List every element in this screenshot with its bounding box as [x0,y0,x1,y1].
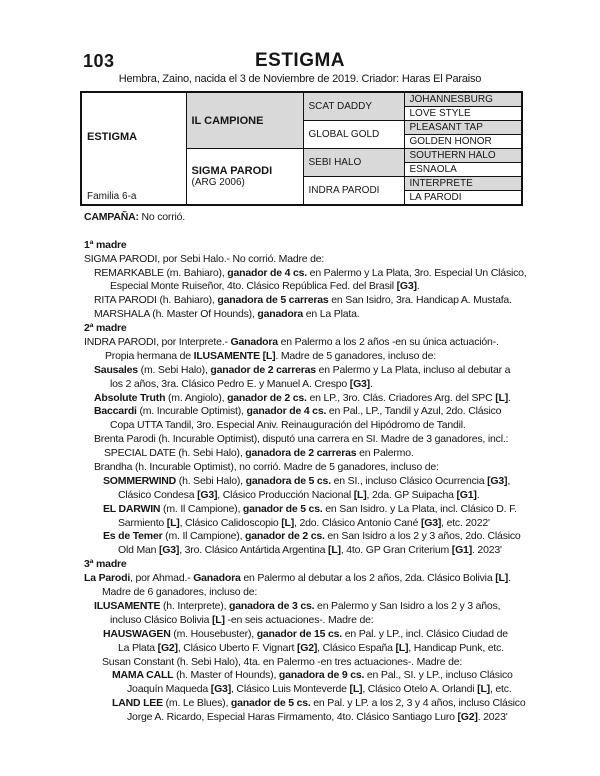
pedigree-sire-cell [186,92,303,149]
pedigree-gen4-cell: INTERPRETE [404,177,522,191]
body-line: REMARKABLE (m. Bahiaro), ganador de 4 cs. en Palermo y La Plata, 3ro. Especial Un Clásico, [94,266,527,279]
body-line: Es de Temer (m. Il Campione), ganador de 2 cs. en San Isidro a los 2 y 3 años, 2do. Clásico [103,530,521,543]
pedigree-gen3-cell: SCAT DADDY [303,92,404,121]
body-line: Madre de 6 ganadores, incluso de: [102,586,258,599]
body-line: INDRA PARODI, por Interprete.- Ganadora en Palermo a los 2 años -en su única actuación-. [84,336,499,349]
pedigree-subject-cell [81,92,186,205]
body-line: MARSHALA (h. Master Of Hounds), ganadora en La Plata. [94,308,360,321]
pedigree-gen4-cell: LA PARODI [404,191,522,206]
pedigree-gen4-cell: LOVE STYLE [404,107,522,121]
body-line: incluso Clásico Bolivia [L] -en seis actuaciones-. Madre de: [110,613,374,626]
body-line: Propia hermana de ILUSAMENTE [L]. Madre de 5 ganadores, incluso de: [105,349,436,362]
body-line: Joaquín Maqueda [G3], Clásico Luis Monteverde [L], Clásico Otelo A. Orlandi [L], etc. [127,683,512,696]
body-line: Baccardi (m. Incurable Optimist), ganador de 4 cs. en Pal., LP., Tandil y Azul, 2do. Clásico [94,405,502,418]
body-line: SPECIAL DATE (h. Sebi Halo), ganadora de 2 carreras en Palermo. [104,447,414,460]
lot-number: 103 [83,51,115,71]
pedigree-gen4-cell: SOUTHERN HALO [404,149,522,163]
body-line: 1ª madre [84,238,127,251]
body-line: Susan Constant (h. Sebi Halo), 4ta. en Palermo -en tres actuaciones-. Madre de: [102,655,463,668]
blank-line [84,225,596,239]
pedigree-gen3-cell: GLOBAL GOLD [303,121,404,149]
dam-origin-year: (ARG 2006) [191,176,245,188]
body-line: Sarmiento [L], Clásico Calidoscopio [L], 2do. Clásico Antonio Cané [G3], etc. 2022' [118,516,490,529]
body-line: LAND LEE (m. Le Blues), ganador de 5 cs. en Pal. y LP. a los 2, 3 y 4 años, incluso Clásico [112,697,526,710]
body-line: La Parodi, por Ahmad.- Ganadora en Palermo al debutar a los 2 años, 2da. Clásico Bolivia [L]. [84,572,511,585]
body-line: los 2 años, 3ra. Clásico Pedro E. y Manuel A. Crespo [G3]. [110,377,373,390]
body-line: Brenta Parodi (h. Incurable Optimist), disputó una carrera en SI. Madre de 3 ganadores, incl.: [94,433,509,446]
body-line: MAMA CALL (h. Master of Hounds), ganadora de 9 cs. en Pal., SI. y LP., incluso Clásico [112,669,513,682]
body-line: Sausales (m. Sebi Halo), ganador de 2 carreras en Palermo y La Plata, incluso al debutar a [94,363,511,376]
pedigree-gen4-cell: ESNAOLA [404,163,522,177]
body-line: ILUSAMENTE (h. Interprete), ganadora de 3 cs. en Palermo y San Isidro a los 2 y 3 años, [94,599,501,612]
body-line: HAUSWAGEN (m. Housebuster), ganador de 15 cs. en Pal. y LP., incl. Clásico Ciudad de [103,627,508,640]
body-line: Especial Monte Ruiseñor, 4to. Clásico República Fed. del Brasil [G3]. [110,280,420,293]
dam-name: SIGMA PARODI [191,164,273,177]
pedigree-gen3-cell: SEBI HALO [303,149,404,177]
body-line: SIGMA PARODI, por Sebi Halo.- No corrió. Madre de: [84,252,325,265]
body-line: EL DARWIN (m. Il Campione), ganador de 5 cs. en San Isidro. y La Plata, incl. Clásico D. F. [103,502,517,515]
body-line: CAMPAÑA: No corrió. [84,211,186,223]
page-title: ESTIGMA [254,50,346,71]
body-line: Clásico Condesa [G3], Clásico Producción Nacional [L], 2da. GP Suipacha [G1]. [118,488,480,501]
pedigree-gen4-cell: JOHANNESBURG [404,92,522,107]
body-line: La Plata [G2], Clásico Uberto F. Vignart [G2], Clásico España [L], Handicap Punk, etc. [118,641,504,654]
body-line: Brandha (h. Incurable Optimist), no corrió. Madre de 5 ganadores, incluso de: [94,461,439,474]
subject-name: ESTIGMA [87,131,138,143]
pedigree-notes [84,211,596,725]
horse-description: Hembra, Zaino, nacida el 3 de Noviembre de 2019. Criador: Haras El Paraiso [118,73,482,85]
pedigree-gen3-cell: INDRA PARODI [303,177,404,206]
body-line: SOMMERWIND (h. Sebi Halo), ganadora de 5 cs. en SI., incluso Clásico Ocurrencia [G3], [103,474,511,487]
pedigree-gen4-cell: PLEASANT TAP [404,121,522,135]
family-label: Familia 6-a [87,191,137,202]
body-line: 2ª madre [84,322,127,335]
pedigree-dam-cell [186,149,303,206]
pedigree-table [80,91,523,206]
body-line: Copa UTTA Tandil, 3ro. Especial Aniv. Reinauguración del Hipódromo de Tandil. [110,419,466,432]
body-line: Old Man [G3], 3ro. Clásico Antártida Argentina [L], 4to. GP Gran Criterium [G1]. 2023' [118,544,502,557]
pedigree-gen4-cell: GOLDEN HONOR [404,135,522,149]
body-line: Jorge A. Ricardo, Especial Haras Firmamento, 4to. Clásico Santiago Luro [G2]. 2023' [127,711,508,724]
body-line: Absolute Truth (m. Angiolo), ganador de 2 cs. en LP., 3ro. Clás. Criadores Arg. del SPC [L]. [94,391,511,404]
body-line: 3ª madre [84,558,127,571]
body-line: RITA PARODI (h. Bahiaro), ganadora de 5 carreras en San Isidro, 3ra. Handicap A. Mustafa. [94,294,512,307]
sire-name: IL CAMPIONE [191,114,264,127]
